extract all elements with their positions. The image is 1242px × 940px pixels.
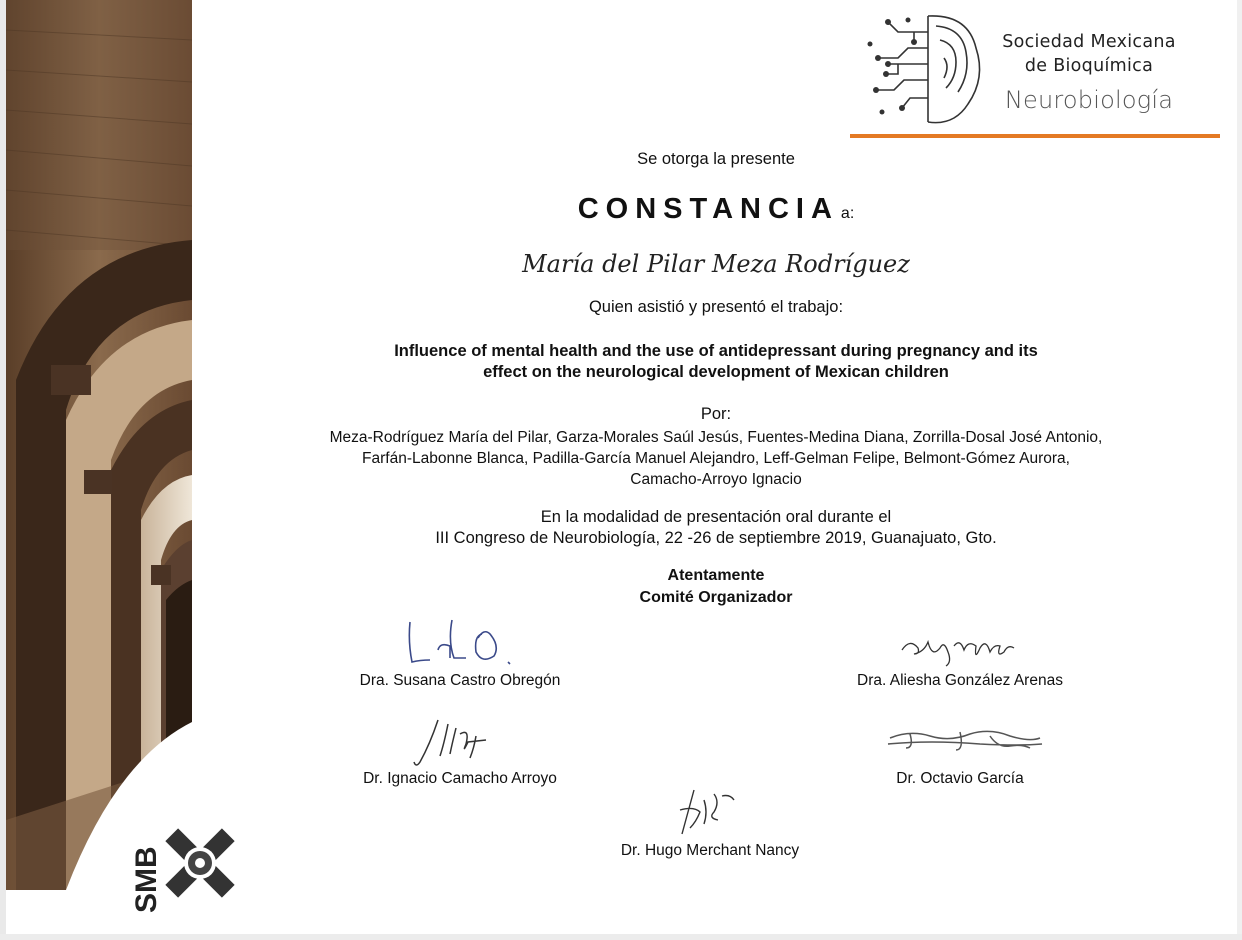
signature-block-gonzalez (830, 618, 1090, 690)
closing (250, 565, 1182, 609)
work-title-line1: Influence of mental health and the use of antidepressant during pregnancy and its (394, 342, 1038, 360)
signature-block-camacho (330, 714, 590, 788)
authors-list (250, 427, 1182, 490)
section-name: Neurobiología (1004, 86, 1174, 114)
signature-garcia (870, 714, 1050, 770)
authors-line2: Farfán-Labonne Blanca, Padilla-García Manuel Alejandro, Leff-Gelman Felipe, Belmont-Gómez Aurora, (362, 450, 1070, 467)
attended-text: Quien asistió y presentó el trabajo: (588, 298, 844, 316)
regards-text: Atentamente (667, 567, 765, 584)
society-name-line1: Sociedad Mexicana (1002, 32, 1176, 52)
signature-block-garcia (830, 714, 1090, 788)
certificate-heading (250, 193, 1182, 226)
work-title-line2: effect on the neurological development of Mexican children (483, 363, 949, 381)
arches-photo (6, 0, 192, 890)
signature-camacho (390, 714, 530, 770)
signature-block-merchant (580, 782, 840, 860)
authors-label: Por: (700, 405, 732, 423)
society-name-line2: de Bioquímica (1024, 56, 1154, 76)
brain-circuit-icon (858, 8, 988, 133)
smb-logo-text: SMB (130, 846, 163, 913)
recipient-name: María del Pilar Meza Rodríguez (522, 250, 910, 278)
page-edge-bottom (0, 934, 1242, 940)
modality-line1: En la modalidad de presentación oral durante el (540, 508, 892, 526)
society-name (994, 30, 1184, 114)
signatory-name-garcia: Dr. Octavio García (896, 770, 1024, 787)
page-edge-right (1237, 0, 1242, 940)
signature-gonzalez (890, 618, 1030, 672)
intro-text: Se otorga la presente (637, 150, 795, 168)
signature-block-castro (330, 612, 590, 690)
modality-line2: III Congreso de Neurobiología, 22 -26 de septiembre 2019, Guanajuato, Gto. (435, 529, 997, 547)
heading-word: CONSTANCIA (577, 193, 839, 225)
signatory-name-camacho: Dr. Ignacio Camacho Arroyo (363, 770, 557, 787)
heading-suffix: a: (840, 205, 855, 222)
modality-text (250, 507, 1182, 549)
signature-merchant (660, 782, 760, 842)
work-title (250, 341, 1182, 383)
signature-castro (390, 612, 530, 672)
signatory-name-castro: Dra. Susana Castro Obregón (359, 672, 561, 689)
signatory-name-gonzalez: Dra. Aliesha González Arenas (857, 672, 1063, 689)
authors-line1: Meza-Rodríguez María del Pilar, Garza-Morales Saúl Jesús, Fuentes-Medina Diana, Zorrilla-Dosal José Antonio, (329, 429, 1103, 446)
committee-text: Comité Organizador (639, 589, 793, 606)
smb-logo (120, 808, 240, 918)
authors-line3: Camacho-Arroyo Ignacio (630, 471, 802, 488)
header-divider (850, 134, 1220, 138)
signatory-name-merchant: Dr. Hugo Merchant Nancy (620, 842, 800, 859)
